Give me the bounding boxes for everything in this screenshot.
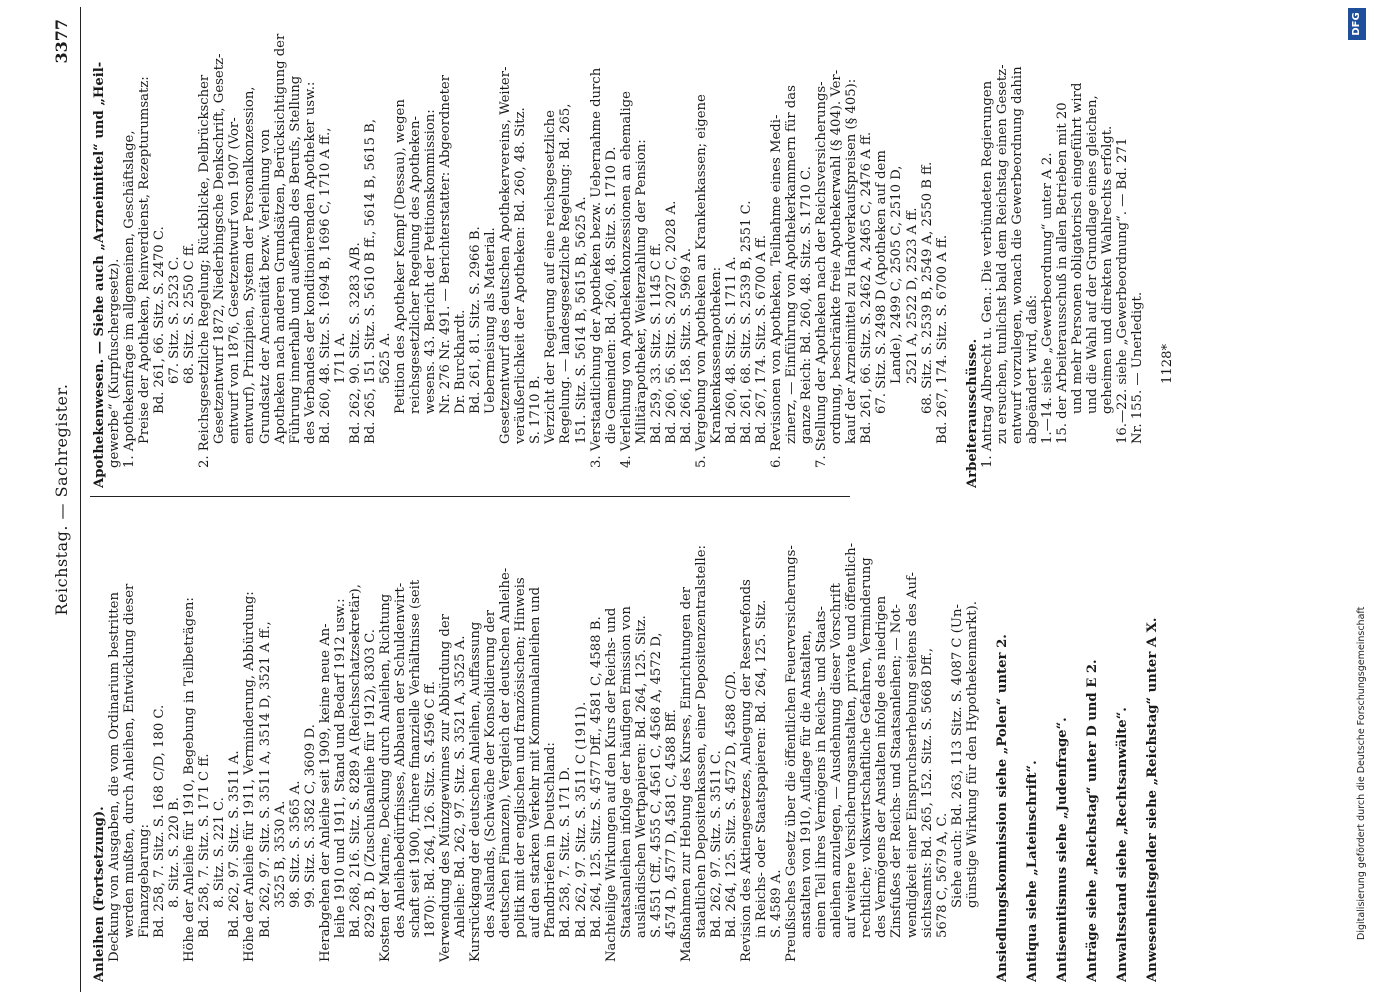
index-line: Verwendung des Münzgewinnes zur Abbürdung der: [438, 614, 454, 962]
running-title: Reichstag. — Sachregister.: [52, 383, 71, 616]
index-line: 6. Revisionen von Apotheken, Teilnahme eines Medi-: [769, 114, 785, 468]
index-line: deutschen Finanzen), Vergleich der deutschen Anleihe-: [498, 567, 514, 938]
index-line: Bd. 268, 216. Sitz. S. 8289 A (Reichsschatzsekretär),: [347, 584, 363, 938]
index-line: und mehr Personen obligatorisch eingeführt wird: [1070, 82, 1086, 414]
index-line: geheimen und direkten Wahlrechts erfolgt.: [1100, 125, 1116, 414]
index-line: Bd. 264, 125. Sitz. S. 4572 D, 4588 C/D.: [723, 670, 739, 938]
index-line: Nr. 276 Nr. 491. — Berichterstatter: Abgeordneter: [438, 74, 454, 414]
index-line: Uebermeisung als Material.: [483, 227, 499, 414]
index-line: 8292 B, D (Zuschußanleihe für 1912), 8303 C.: [362, 629, 378, 938]
index-line: 1. Antrag Albrecht u. Gen.: Die verbündeten Regierungen: [979, 80, 995, 468]
digitization-note: Digitalisierung gefördert durch die Deutsche Forschungsgemeinschaft: [1356, 606, 1367, 940]
index-entry-heading: Anwesenheitsgelder siehe „Reichstag“ unter A X.: [1145, 617, 1161, 982]
index-line: zinerz, — Einführung von Apothekerkammern für das: [784, 85, 800, 444]
index-line: Dr. Burckhardt.: [453, 309, 469, 414]
index-line: auf weitere Versicherungsanstalten, private und öffentlich-: [844, 542, 860, 938]
index-line: 16.—22. siehe „Gewerbeordnung“. — Bd. 271: [1115, 137, 1131, 444]
index-line: Bd. 258, 7. Sitz. S. 171 C ff.: [197, 753, 213, 938]
index-line: wendigkeit einer Einspruchserhebung seitens des Auf-: [904, 572, 920, 938]
index-line: Bd. 260, 48. Sitz. S. 1711 A.: [723, 256, 739, 444]
index-line: 1128*: [1160, 343, 1176, 384]
index-line: des Vermögens der Anstalten infolge des niedrigen: [874, 595, 890, 938]
index-line: S. 1710 B.: [528, 375, 544, 444]
index-line: [1070, 504, 1085, 982]
index-line: 8. Sitz. S. 220 B.: [167, 797, 183, 908]
index-line: entwurf von 1876, Gesetzentwurf von 1907 (Vor-: [227, 117, 243, 444]
index-line: Bd. 267, 174. Sitz. S. 6700 A ff.: [754, 234, 770, 444]
index-line: Siehe auch: Bd. 263, 113 Sitz. S. 4087 C (Un-: [949, 604, 965, 908]
index-entry-heading: Anträge siehe „Reichstag“ unter D und E 2.: [1085, 659, 1101, 982]
index-line: Verzicht der Regierung auf eine reichsgesetzliche: [543, 110, 559, 444]
index-line: Kursrückgang der deutschen Anleihen, Auffassung: [468, 621, 484, 962]
dfg-logo: DFG: [1348, 8, 1366, 40]
index-line: ganze Reich: Bd. 260, 48. Sitz. S. 1710 C.: [799, 166, 815, 444]
index-line: Herabgehen der Anleihe seit 1909, keine neue An-: [317, 623, 333, 962]
index-entry-heading: Antiqua siehe „Lateinschrift“.: [1024, 760, 1040, 982]
index-line: 68. Sitz. S. 2550 C ff.: [182, 242, 198, 384]
index-line: Preise der Apotheken, Reinverdienst, Rezepturumsatz:: [137, 76, 153, 444]
index-line: leihe 1910 und 1911, Stand und Bedarf 1912 usw.:: [332, 598, 348, 938]
index-line: abgeändert wird, daß:: [1024, 294, 1040, 444]
index-line: Bd. 258, 7. Sitz. S. 171 D.: [558, 766, 574, 938]
index-line: anstalten von 1910, Auflage für die Anstalten,: [799, 630, 815, 938]
index-line: Nr. 155. — Unerledigt.: [1130, 291, 1146, 444]
index-line: Anleihe: Bd. 262, 97. Sitz. S. 3521 A, 3525 A.: [453, 635, 469, 938]
index-line: 2521 A, 2522 D, 2523 A ff.: [904, 207, 920, 384]
index-line: 5678 C, 5679 A, C.: [934, 812, 950, 938]
index-line: Militärapotheker, Weiterzahlung der Pension:: [633, 139, 649, 444]
index-line: Kosten der Marine, Deckung durch Anleihen, Richtung: [377, 593, 393, 962]
index-line: einen Teil ihres Vermögens in Reichs- und Staats-: [814, 606, 830, 938]
index-line: Regelung. — landesgesetzliche Regelung: Bd. 265,: [558, 103, 574, 444]
index-line: zu ersuchen, tunlichst bald dem Reichstag einen Gesetz-: [994, 64, 1010, 444]
index-line: Gesetzentwurf des deutschen Apothekervereins, Weiter-: [498, 66, 514, 444]
index-line: [980, 504, 995, 982]
right-column: [92, 10, 1175, 488]
index-line: des Auslands, (Schwäche der Konsolidierung der: [483, 610, 499, 938]
index-line: Höhe der Anleihe für 1910, Begebung in Teilbeträgen:: [182, 597, 198, 962]
index-line: Bd. 258, 7. Sitz. S. 168 C/D, 180 C.: [152, 704, 168, 938]
index-line: 2. Reichsgesetzliche Regelung; Rückblicke, Delbrückscher: [197, 74, 213, 468]
index-line: Bd. 266, 158. Sitz. S. 5969 A.: [678, 248, 694, 444]
index-line: gewerbe“ (Kurpfuschergesetz).: [107, 258, 123, 468]
index-line: Grundsatz der Ancienität bezw. Verleihung von: [257, 129, 273, 444]
index-line: [1040, 504, 1055, 982]
index-line: werden mußten, durch Anleihen, Entwicklung dieser: [122, 583, 138, 938]
page-header: [52, 7, 74, 992]
index-line: ausländischen Wertpapieren: Bd. 264, 125. Sitz.: [633, 615, 649, 938]
index-line: des Verbandes der konditionierenden Apotheker usw.:: [302, 81, 318, 444]
index-line: 67. Sitz. S. 2523 C.: [167, 256, 183, 384]
index-line: 1870): Bd. 264, 126. Sitz. S. 4596 C ff.: [423, 681, 439, 938]
index-line: kauf der Arzneimittel zu Handverkaufspreisen (§ 405):: [844, 78, 860, 444]
index-line: sichtsamts: Bd. 265, 152. Sitz. S. 5668 Dff.,: [919, 647, 935, 938]
index-line: 4574 D, 4577 D, 4581 C, 4588 Bff.: [663, 709, 679, 938]
index-line: Pfandbriefen in Deutschland:: [543, 742, 559, 938]
index-line: 99. Sitz. S. 3582 C, 3609 D.: [302, 724, 318, 908]
left-column: [92, 504, 1160, 982]
index-line: Bd. 261, 66. Sitz. S. 2462 A, 2465 C, 2476 A ff.: [859, 131, 875, 444]
index-line: 5625 A.: [377, 332, 393, 384]
index-line: Revision des Aktiengesetzes, Anlegung der Reservefonds: [739, 579, 755, 962]
index-line: [1010, 504, 1025, 982]
index-line: Bd. 261, 68. Sitz. S. 2539 B, 2551 C.: [739, 200, 755, 444]
index-line: [950, 10, 965, 488]
index-line: Nachteilige Wirkungen auf den Kurs der Reichs- und: [603, 607, 619, 962]
index-line: 4. Verleihung von Apothekenkonzessionen an ehemalige: [618, 91, 634, 468]
index-entry-heading: Anleihen (Fortsetzung).: [92, 806, 107, 982]
index-line: Krankenkassenapotheken:: [708, 266, 724, 444]
index-line: Führung innerhalb und außerhalb des Berufs, Stellung: [287, 75, 303, 444]
index-line: Gesetzentwurf 1872, Niederbingsche Denkschrift, Gesetz-: [212, 53, 228, 444]
index-line: Petition des Apotheker Kempf (Dessau), wegen: [392, 99, 408, 414]
index-line: Bd. 260, 48. Sitz. S. 1694 B, 1696 C, 1710 A ff.,: [317, 127, 333, 444]
index-line: Lande), 2499 C, 2505 C, 2510 D,: [889, 165, 905, 384]
index-line: Bd. 261, 81. Sitz. S. 2966 B.: [468, 226, 484, 414]
index-line: [1100, 504, 1115, 982]
index-line: Bd. 262, 97. Sitz. S. 3511 C.: [708, 750, 724, 938]
index-line: 67. Sitz. S. 2498 D (Apotheken auf dem: [874, 150, 890, 414]
index-line: ordnung, beschränkte freie Apothekerwahl (§ 404). Ver-: [829, 69, 845, 444]
index-line: des Anleihebedürfnisses, Abbauen der Schuldenwirt-: [392, 582, 408, 938]
index-line: Bd. 262, 97. Sitz. S. 3511 A.: [227, 750, 243, 938]
index-line: 7. Stellung der Apotheken nach der Reichsversicherungs-: [814, 81, 830, 468]
index-line: 1.—14. siehe „Gewerbeordnung“ unter A 2.: [1039, 152, 1055, 444]
index-line: auf den starken Verkehr mit Kommunalanleihen und: [528, 586, 544, 938]
index-entry-heading: Ansiedlungskommission siehe „Polen“ unter 2.: [994, 634, 1010, 982]
index-line: 8. Sitz. S. 221 C.: [212, 797, 228, 908]
index-line: Bd. 265, 151. Sitz. S. 5610 B ff., 5614 B, 5615 B,: [362, 118, 378, 444]
index-line: anleihen anzulegen, — Ausdehnung dieser Vorschrift: [829, 583, 845, 938]
index-line: veräußerlichkeit der Apotheken: Bd. 260, 48. Sitz.: [513, 107, 529, 444]
column-divider: [90, 496, 850, 497]
index-line: Bd. 262, 90. Sitz. S. 3283 A/B.: [347, 242, 363, 444]
index-line: Bd. 267, 174. Sitz. S. 6700 A ff.: [934, 234, 950, 444]
index-line: wesens. 43. Bericht der Petitionskommission:: [423, 109, 439, 414]
index-line: Bd. 260, 56. Sitz. S. 2027 C, 2028 A.: [663, 200, 679, 444]
index-line: Bd. 262, 97. Sitz. S. 3511 C (1911).: [573, 701, 589, 938]
index-line: und die Wahl auf der Grundlage eines gleichen,: [1085, 95, 1101, 414]
page-number: 3377: [52, 19, 71, 64]
index-line: 3. Verstaatlichung der Apotheken bezw. Uebernahme durch: [588, 67, 604, 468]
index-line: S. 4551 Cff., 4555 C, 4561 C, 4568 A, 4572 D,: [648, 632, 664, 938]
index-line: Höhe der Anleihe für 1911, Verminderung, Abbürdung:: [242, 591, 258, 962]
index-line: S. 4589 A.: [769, 869, 785, 938]
index-entry-heading: Anwaltsstand siehe „Rechtsanwälte“.: [1115, 707, 1131, 982]
index-line: Preußisches Gesetz über die öffentlichen Feuerversicherungs-: [784, 545, 800, 962]
index-line: Bd. 259, 33. Sitz. S. 1145 C ff.: [648, 242, 664, 444]
index-line: 15. der Arbeiterausschuß in allen Betrieben mit 20: [1055, 102, 1070, 444]
index-line: Deckung von Ausgaben, die vom Ordinarium bestritten: [107, 592, 123, 962]
index-line: staatlichen Depositenkassen, einer Depositenzentralstelle:: [693, 545, 709, 938]
index-line: entwurf), Prinzipien, System der Personalkonzession,: [242, 86, 258, 444]
index-line: 1. Apothekenfrage im allgemeinen, Geschäftslage,: [122, 130, 138, 468]
index-line: politik mit der englischen und französischen; Hinweis: [513, 577, 529, 938]
header-rule: [80, 7, 81, 992]
index-line: [1145, 10, 1160, 488]
index-line: Staatsanleihen infolge der häufigen Emission von: [618, 606, 634, 938]
index-line: die Gemeinden: Bd. 260, 48. Sitz. S. 1710 D.: [603, 146, 619, 444]
index-line: Bd. 261, 66. Sitz. S. 2470 C.: [152, 226, 168, 414]
index-line: Bd. 262, 97. Sitz. S. 3511 A, 3514 D, 3521 A ff.,: [257, 621, 273, 938]
index-line: reichsgesetzlicher Regelung des Apotheken-: [407, 116, 423, 414]
index-line: Apotheken nach anderen Grundsätzen, Berücksichtigung der: [272, 33, 288, 444]
index-line: 98. Sitz. S. 3565 A.: [287, 780, 303, 908]
index-line: Zinsfußes der Reichs- und Staatsanleihen; — Not-: [889, 604, 905, 938]
index-line: rechtliche; volkswirtschaftliche Gefahren, Verminderung: [859, 557, 875, 938]
index-line: schaft seit 1900, frühere finanzielle Verhältnisse (seit: [407, 579, 423, 938]
index-line: entwurf vorzulegen, wonach die Gewerbeordnung dahin: [1009, 66, 1025, 444]
index-entry-heading: Apothekenwesen. — Siehe auch „Arzneimittel“ und „Heil-: [92, 61, 107, 488]
index-line: Bd. 264, 125. Sitz. S. 4577 Dff., 4581 C, 4588 B.: [588, 616, 604, 938]
index-line: Finanzgebarung:: [137, 824, 153, 938]
index-line: 5. Vergebung von Apotheken an Krankenkassen; eigene: [693, 94, 709, 468]
index-line: Maßnahmen zur Hebung des Kurses, Einrichtungen der: [678, 586, 694, 962]
index-line: 68. Sitz. S. 2539 B, 2549 A, 2550 B ff.: [919, 161, 935, 414]
index-line: [1130, 504, 1145, 982]
index-line: günstige Wirkung für den Hypothekenmarkt).: [964, 601, 980, 908]
index-line: 3525 B, 3530 A.: [272, 800, 288, 908]
index-line: 1711 A.: [332, 332, 348, 384]
index-entry-heading: Antisemitismus siehe „Judenfrage“.: [1055, 717, 1070, 982]
index-line: 151. Sitz. S. 5614 B, 5615 B, 5625 A.: [573, 196, 589, 444]
index-entry-heading: Arbeiterausschüsse.: [964, 338, 980, 488]
index-line: in Reichs- oder Staatspapieren: Bd. 264, 125. Sitz.: [754, 599, 770, 938]
